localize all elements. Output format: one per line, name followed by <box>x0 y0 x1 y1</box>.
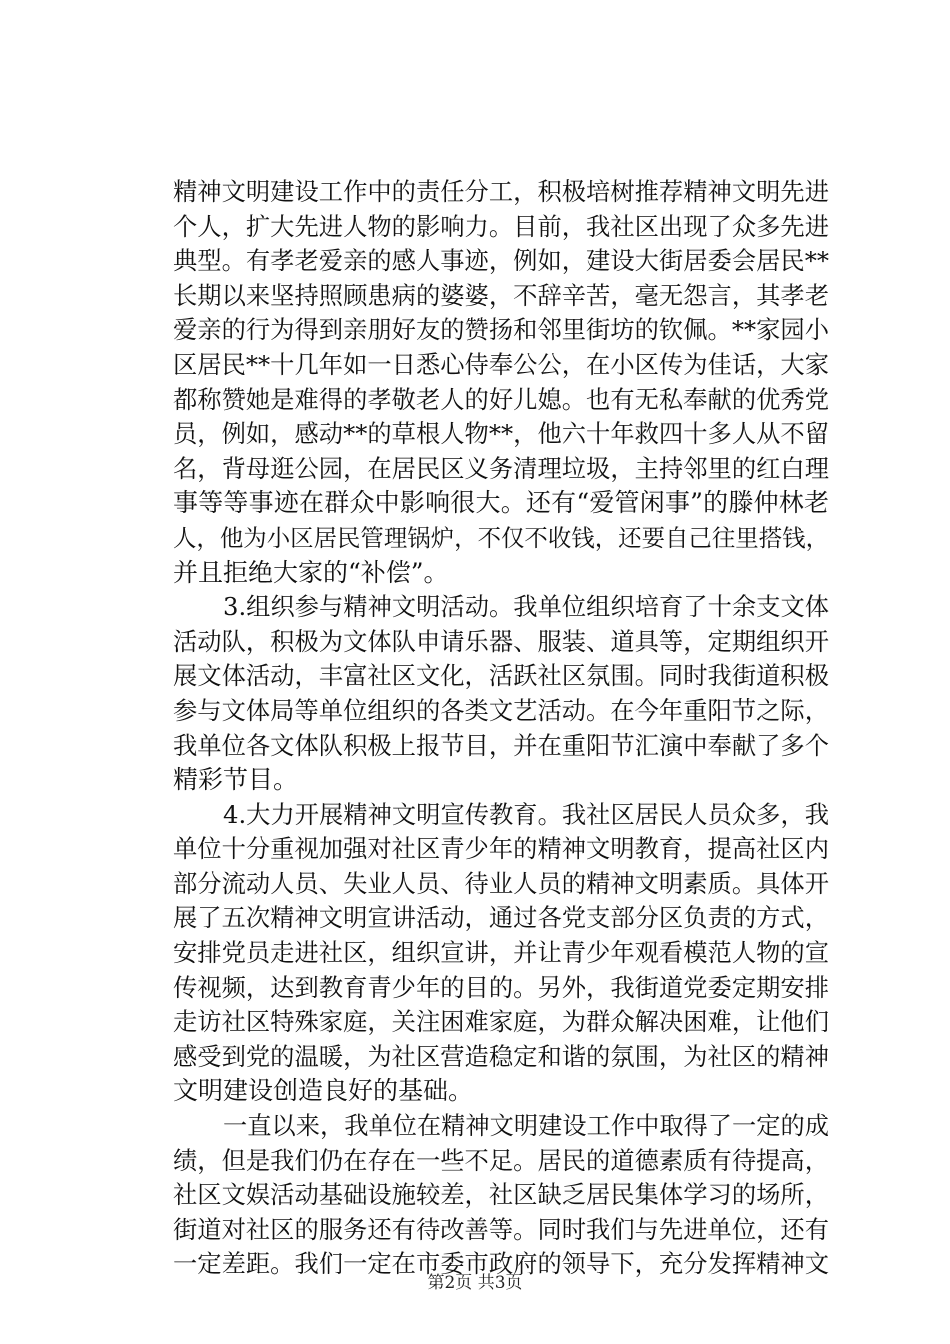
page-number-label: 第2页 共3页 <box>427 1273 523 1293</box>
text-line: 都称赞她是难得的孝敬老人的好儿媳。也有无私奉献的优秀党 <box>173 384 830 414</box>
text-line: 名，背母逛公园，在居民区义务清理垃圾，主持邻里的红白理 <box>173 453 830 483</box>
text-line: 一定差距。我们一定在市委市政府的领导下，充分发挥精神文 <box>173 1249 830 1279</box>
text-line: 我单位各文体队积极上报节目，并在重阳节汇演中奉献了多个 <box>173 730 830 760</box>
text-line: 展文体活动，丰富社区文化，活跃社区氛围。同时我街道积极 <box>173 661 830 691</box>
text-line: 4.大力开展精神文明宣传教育。我社区居民人员众多，我 <box>223 799 829 829</box>
text-line: 展了五次精神文明宣讲活动，通过各党支部分区负责的方式， <box>173 903 830 933</box>
text-line: 典型。有孝老爱亲的感人事迹，例如，建设大街居委会居民** <box>173 246 830 276</box>
text-line: 社区文娱活动基础设施较差，社区缺乏居民集体学习的场所， <box>173 1180 830 1210</box>
text-line: 街道对社区的服务还有待改善等。同时我们与先进单位，还有 <box>173 1214 830 1244</box>
text-line: 部分流动人员、失业人员、待业人员的精神文明素质。具体开 <box>173 868 830 898</box>
text-line: 区居民**十几年如一日悉心侍奉公公，在小区传为佳话，大家 <box>173 349 830 379</box>
text-line: 活动队，积极为文体队申请乐器、服装、道具等，定期组织开 <box>173 626 830 656</box>
text-line: 个人，扩大先进人物的影响力。目前，我社区出现了众多先进 <box>173 211 830 241</box>
text-line: 走访社区特殊家庭，关注困难家庭，为群众解决困难，让他们 <box>173 1007 830 1037</box>
text-line: 事等等事迹在群众中影响很大。还有“爱管闲事”的滕仲林老 <box>173 488 829 518</box>
page-footer <box>0 1272 950 1294</box>
text-line: 参与文体局等单位组织的各类文艺活动。在今年重阳节之际， <box>173 695 830 725</box>
text-line: 一直以来，我单位在精神文明建设工作中取得了一定的成 <box>223 1111 829 1141</box>
text-line: 精彩节目。 <box>173 765 299 795</box>
text-line: 3.组织参与精神文明活动。我单位组织培育了十余支文体 <box>223 592 829 622</box>
text-line: 长期以来坚持照顾患病的婆婆，不辞辛苦，毫无怨言，其孝老 <box>173 280 830 310</box>
text-line: 感受到党的温暖，为社区营造稳定和谐的氛围，为社区的精神 <box>173 1041 830 1071</box>
text-line: 安排党员走进社区，组织宣讲，并让青少年观看模范人物的宣 <box>173 938 830 968</box>
text-line: 单位十分重视加强对社区青少年的精神文明教育，提高社区内 <box>173 834 830 864</box>
text-line: 绩，但是我们仍在存在一些不足。居民的道德素质有待提高， <box>173 1145 830 1175</box>
document-body <box>173 175 829 1282</box>
text-line: 精神文明建设工作中的责任分工，积极培树推荐精神文明先进 <box>173 177 830 206</box>
text-line: 并且拒绝大家的“补偿”。 <box>173 557 449 587</box>
text-line: 员，例如，感动**的草根人物**，他六十年救四十多人从不留 <box>173 419 830 449</box>
text-line: 文明建设创造良好的基础。 <box>173 1076 474 1106</box>
text-line: 爱亲的行为得到亲朋好友的赞扬和邻里街坊的钦佩。**家园小 <box>173 315 830 345</box>
text-line: 传视频，达到教育青少年的目的。另外，我街道党委定期安排 <box>173 972 830 1002</box>
text-line: 人，他为小区居民管理锅炉，不仅不收钱，还要自己往里搭钱， <box>173 523 829 552</box>
